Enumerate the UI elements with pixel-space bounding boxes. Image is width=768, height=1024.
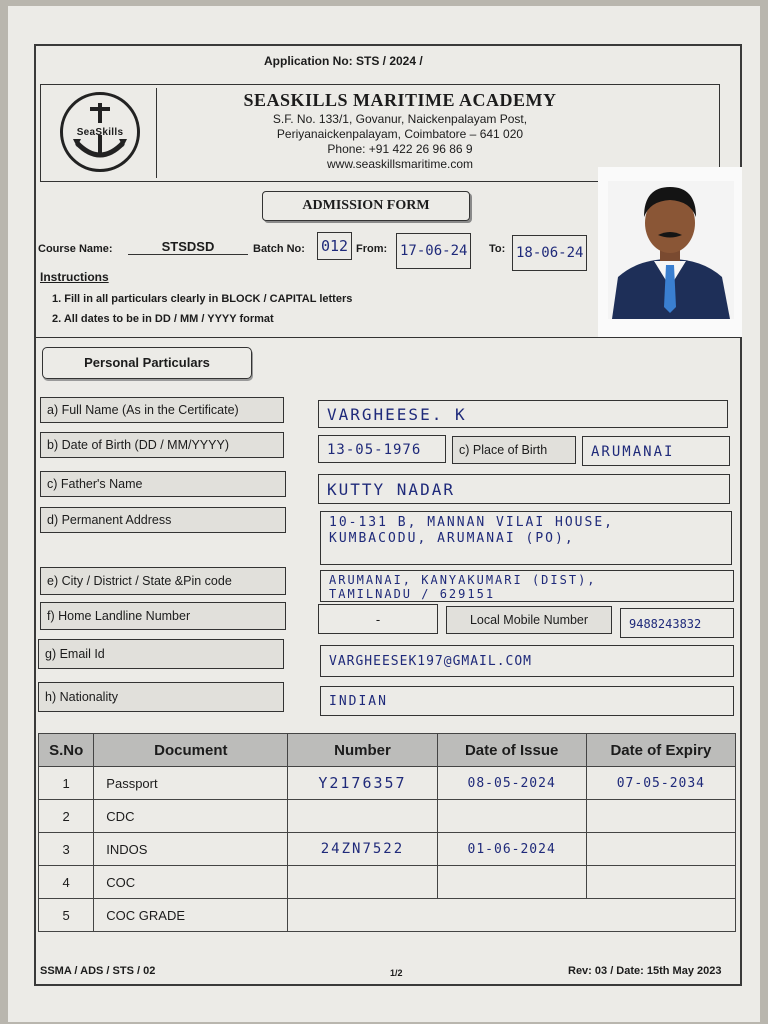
sno-cell: 3 — [39, 833, 94, 866]
number-cell[interactable]: 24ZN7522 — [288, 833, 437, 866]
place-of-birth-field[interactable]: ARUMANAI — [582, 436, 730, 466]
father-name-label: c) Father's Name — [40, 471, 286, 497]
address-line: KUMBACODU, ARUMANAI (PO), — [329, 531, 575, 546]
section-divider — [36, 337, 742, 338]
nationality-field[interactable]: INDIAN — [320, 686, 734, 716]
academy-phone: Phone: +91 422 26 96 86 9 — [327, 142, 473, 156]
column-header: Date of Expiry — [586, 734, 735, 767]
expiry-date-cell[interactable] — [586, 833, 735, 866]
address-line: 10-131 B, MANNAN VILAI HOUSE, — [329, 515, 614, 530]
document-cell: COC GRADE — [94, 899, 288, 932]
table-row — [39, 767, 736, 800]
form-title: ADMISSION FORM — [262, 191, 470, 221]
table-row — [39, 866, 736, 899]
landline-field[interactable]: - — [318, 604, 438, 634]
expiry-date-cell[interactable] — [586, 866, 735, 899]
column-header: S.No — [39, 734, 94, 767]
academy-address-line2: Periyanaickenpalayam, Coimbatore – 641 020 — [276, 127, 524, 141]
from-date-label: From: — [356, 243, 388, 255]
table-row — [39, 899, 736, 932]
permanent-address-field[interactable] — [320, 511, 732, 565]
column-header: Number — [288, 734, 437, 767]
landline-label: f) Home Landline Number — [40, 602, 286, 630]
sno-cell: 5 — [39, 899, 94, 932]
table-row — [39, 833, 736, 866]
nationality-label: h) Nationality — [38, 682, 284, 712]
instruction-item: 1. Fill in all particulars clearly in BLOCK / CAPITAL letters — [52, 293, 353, 305]
email-label: g) Email Id — [38, 639, 284, 669]
batch-no-label: Batch No: — [253, 243, 305, 255]
anchor-logo-icon — [60, 92, 140, 172]
academy-address-line1: S.F. No. 133/1, Govanur, Naickenpalayam Post, — [272, 112, 528, 126]
table-row — [39, 800, 736, 833]
issue-date-cell[interactable]: 01-06-2024 — [437, 833, 586, 866]
to-date-value: 18-06-24 — [512, 235, 587, 271]
application-number: Application No: STS / 2024 / — [264, 54, 423, 68]
document-cell: CDC — [94, 800, 288, 833]
revision-info: Rev: 03 / Date: 15th May 2023 — [568, 965, 722, 977]
dob-label: b) Date of Birth (DD / MM/YYYY) — [40, 432, 284, 458]
full-name-label: a) Full Name (As in the Certificate) — [40, 397, 284, 423]
full-name-field[interactable]: VARGHEESE. K — [318, 400, 728, 428]
number-cell[interactable] — [288, 866, 437, 899]
city-line: TAMILNADU / 629151 — [329, 587, 496, 601]
city-district-label: e) City / District / State &Pin code — [40, 567, 286, 595]
place-of-birth-label: c) Place of Birth — [452, 436, 576, 464]
documents-table — [38, 733, 736, 932]
expiry-date-cell[interactable]: 07-05-2034 — [586, 767, 735, 800]
academy-website: www.seaskillsmaritime.com — [326, 157, 474, 171]
page-number: 1/2 — [390, 968, 403, 978]
table-header-row — [39, 734, 736, 767]
number-cell[interactable] — [288, 800, 437, 833]
course-name-value: STSDSD — [128, 239, 248, 255]
dob-field[interactable]: 13-05-1976 — [318, 435, 446, 463]
logo-label: SeaSkills — [76, 127, 124, 138]
city-line: ARUMANAI, KANYAKUMARI (DIST), — [329, 573, 597, 587]
coc-grade-value-cell[interactable] — [288, 899, 736, 932]
column-header: Document — [94, 734, 288, 767]
from-date-value: 17-06-24 — [396, 233, 471, 269]
issue-date-cell[interactable] — [437, 800, 586, 833]
issue-date-cell[interactable]: 08-05-2024 — [437, 767, 586, 800]
batch-no-value: 012 — [317, 232, 352, 260]
personal-particulars-heading: Personal Particulars — [42, 347, 252, 379]
document-cell: COC — [94, 866, 288, 899]
sno-cell: 2 — [39, 800, 94, 833]
course-name-label: Course Name: — [38, 243, 113, 255]
mobile-label: Local Mobile Number — [446, 606, 612, 634]
to-date-label: To: — [489, 243, 506, 255]
permanent-address-label: d) Permanent Address — [40, 507, 286, 533]
document-cell: INDOS — [94, 833, 288, 866]
document-cell: Passport — [94, 767, 288, 800]
applicant-photo — [598, 167, 742, 337]
instruction-item: 2. All dates to be in DD / MM / YYYY format — [52, 313, 274, 325]
column-header: Date of Issue — [437, 734, 586, 767]
father-name-field[interactable]: KUTTY NADAR — [318, 474, 730, 504]
issue-date-cell[interactable] — [437, 866, 586, 899]
instructions-title: Instructions — [40, 270, 109, 284]
expiry-date-cell[interactable] — [586, 800, 735, 833]
sno-cell: 4 — [39, 866, 94, 899]
city-district-field[interactable] — [320, 570, 734, 602]
sno-cell: 1 — [39, 767, 94, 800]
number-cell[interactable]: Y2176357 — [288, 767, 437, 800]
form-code: SSMA / ADS / STS / 02 — [40, 965, 156, 977]
mobile-field[interactable]: 9488243832 — [620, 608, 734, 638]
academy-logo — [44, 88, 157, 178]
email-field[interactable]: VARGHEESEK197@GMAIL.COM — [320, 645, 734, 677]
academy-name: SEASKILLS MARITIME ACADEMY — [243, 90, 557, 110]
